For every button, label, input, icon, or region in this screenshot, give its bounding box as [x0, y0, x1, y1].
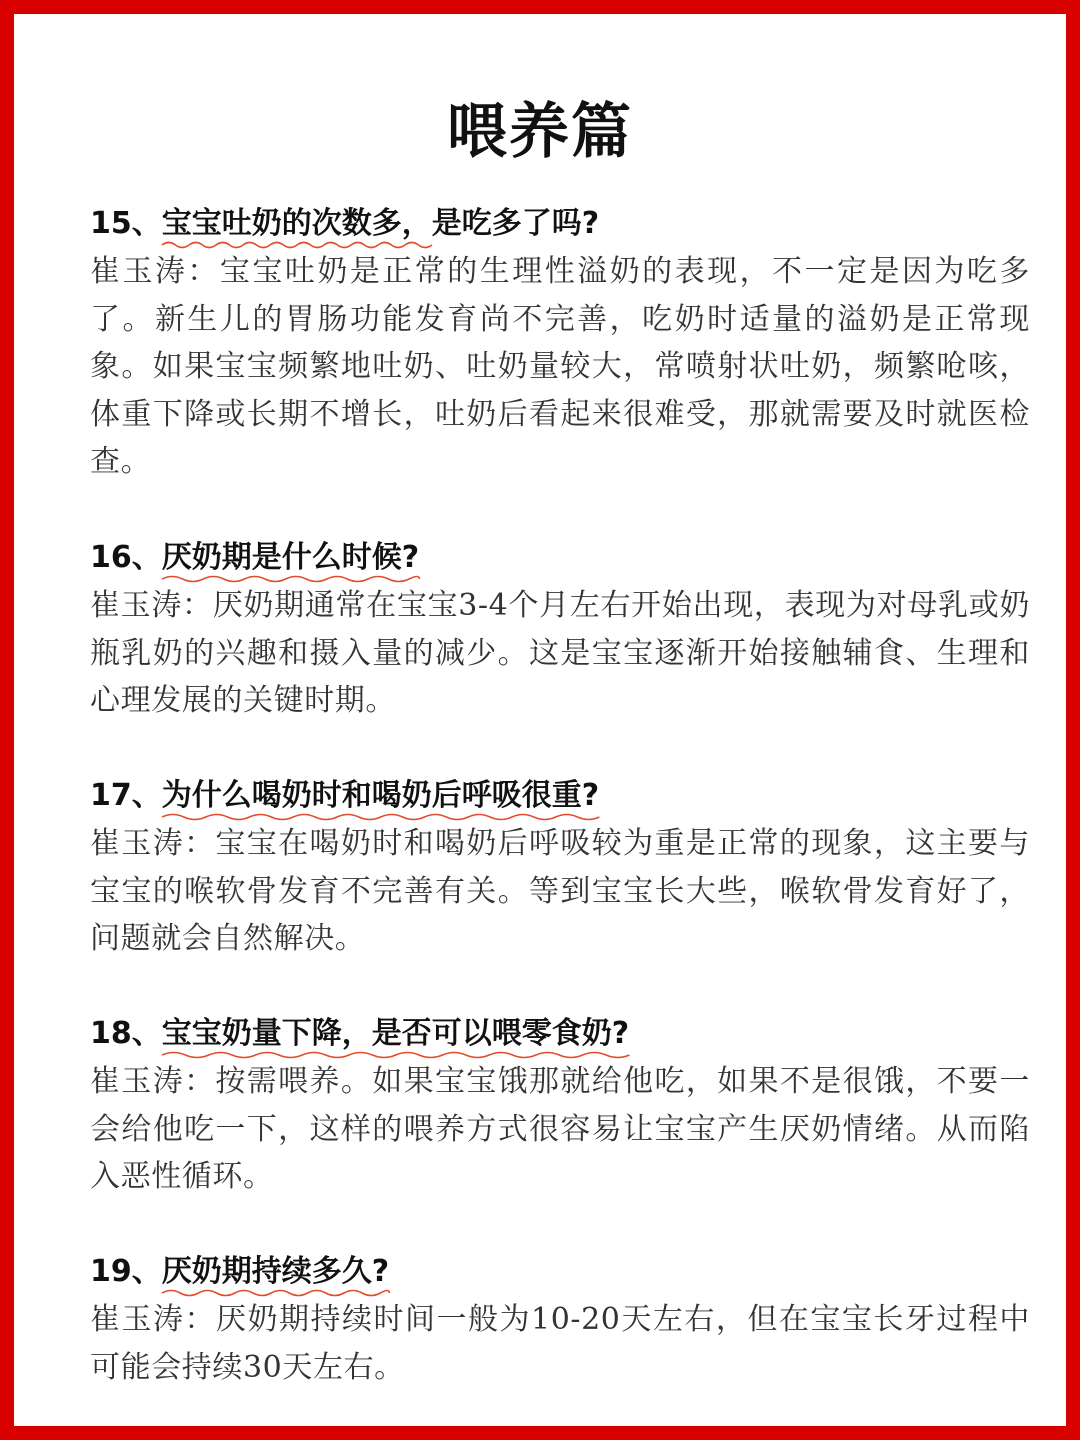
answer-19: 崔玉涛：厌奶期持续时间一般为10-20天左右，但在宝宝长牙过程中可能会持续30天左右。: [90, 1302, 1030, 1385]
page-card: [14, 14, 1066, 1426]
question-text: 宝宝奶量下降，是否可以喂零食奶?: [161, 1016, 630, 1051]
question-text: 为什么喝奶时和喝奶后呼吸很重?: [161, 778, 600, 813]
question-text: 厌奶期持续多久?: [161, 1254, 390, 1289]
question-17: [90, 772, 1030, 820]
question-number: 17、: [90, 778, 162, 813]
question-text-underlined: [162, 772, 599, 820]
question-19: [90, 1248, 1030, 1296]
qa-item-16: [90, 534, 1030, 725]
qa-item-15: [90, 200, 1030, 486]
question-text-underlined: [162, 200, 432, 248]
wavy-underline-decoration: [162, 574, 419, 584]
answer-17: 崔玉涛：宝宝在喝奶时和喝奶后呼吸较为重是正常的现象，这主要与宝宝的喉软骨发育不完善有关。等到宝宝长大些，喉软骨发育好了，问题就会自然解决。: [90, 826, 1030, 956]
wavy-underline-decoration: [162, 1288, 389, 1298]
wavy-underline-decoration: [162, 812, 599, 822]
qa-item-17: [90, 772, 1030, 963]
question-18: [90, 1010, 1030, 1058]
page-title: 喂养篇: [447, 97, 633, 167]
question-15: [90, 200, 1030, 248]
wavy-underline-decoration: [162, 1050, 629, 1060]
question-number: 18、: [90, 1016, 162, 1051]
question-text-underlined: [162, 1248, 389, 1296]
question-text: 宝宝吐奶的次数多，: [161, 206, 432, 241]
answer-15: 崔玉涛：宝宝吐奶是正常的生理性溢奶的表现，不一定是因为吃多了。新生儿的胃肠功能发育尚不完善，吃奶时适量的溢奶是正常现象。如果宝宝频繁地吐奶、吐奶量较大，常喷射状吐奶，频繁呛咳，体重下降或长期不增长，吐奶后看起来很难受，那就需要及时就医检查。: [90, 254, 1030, 479]
question-text-underlined: [162, 1010, 629, 1058]
wavy-underline-decoration: [162, 240, 432, 250]
answer-18: 崔玉涛：按需喂养。如果宝宝饿那就给他吃，如果不是很饿，不要一会给他吃一下，这样的喂养方式很容易让宝宝产生厌奶情绪。从而陷入恶性循环。: [90, 1064, 1030, 1194]
qa-item-19: [90, 1248, 1030, 1391]
question-number: 16、: [90, 540, 162, 575]
qa-item-18: [90, 1010, 1030, 1201]
question-text: 厌奶期是什么时候?: [161, 540, 420, 575]
question-text-underlined: [162, 534, 419, 582]
answer-16: 崔玉涛：厌奶期通常在宝宝3-4个月左右开始出现，表现为对母乳或奶瓶乳奶的兴趣和摄入量的减少。这是宝宝逐渐开始接触辅食、生理和心理发展的关键时期。: [90, 588, 1030, 718]
question-16: [90, 534, 1030, 582]
question-number: 15、: [90, 206, 162, 241]
question-number: 19、: [90, 1254, 162, 1289]
question-tail: 是吃多了吗?: [431, 206, 600, 241]
